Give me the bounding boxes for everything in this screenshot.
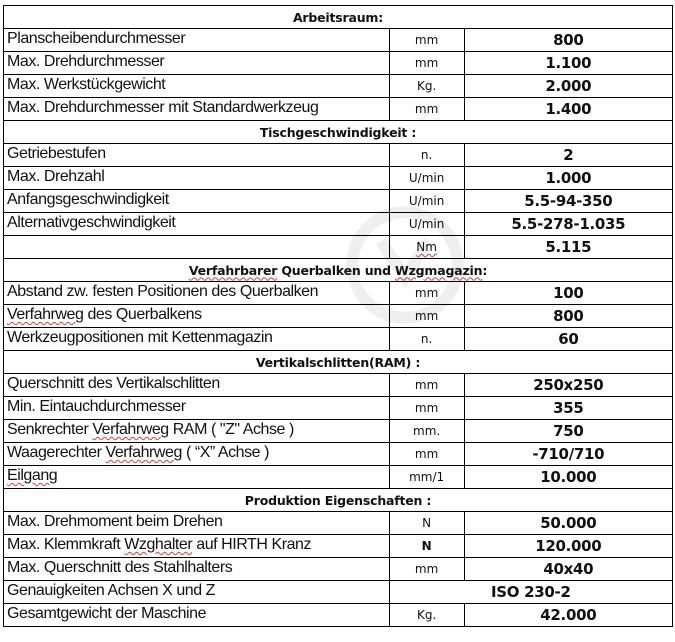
row-unit: mm	[389, 397, 464, 420]
table-row	[4, 512, 673, 535]
section-header-querbalken	[4, 259, 673, 282]
row-label	[4, 535, 390, 558]
label-part: Wzghalter	[124, 536, 193, 553]
row-label: Min. Eintauchdurchmesser	[4, 397, 390, 420]
row-label: Max. Drehmoment beim Drehen	[4, 512, 390, 535]
row-label: Max. Drehdurchmesser	[4, 52, 390, 75]
row-unit: mm	[389, 558, 464, 581]
row-label: Werkzeugpositionen mit Kettenmagazin	[4, 328, 390, 351]
table-row	[4, 558, 673, 581]
row-value: 5.115	[464, 236, 672, 259]
section-title: Produktion Eigenschaften :	[4, 489, 673, 512]
table-row	[4, 305, 673, 328]
row-unit: mm/1	[389, 466, 464, 489]
row-value: 5.5-94-350	[464, 190, 672, 213]
row-label: Abstand zw. festen Positionen des Querbalken	[4, 282, 390, 305]
row-value: 800	[464, 305, 672, 328]
row-unit: n.	[389, 144, 464, 167]
spec-table	[3, 5, 673, 627]
row-value: 40x40	[464, 558, 672, 581]
row-label: Alternativgeschwindigkeit	[4, 213, 390, 236]
row-value: 750	[464, 420, 672, 443]
label-part: Verfahrweg	[92, 421, 169, 438]
row-value: 355	[464, 397, 672, 420]
table-row	[4, 374, 673, 397]
section-header-produktion	[4, 489, 673, 512]
unit-text: Nm	[416, 240, 437, 254]
row-value: -710/710	[464, 443, 672, 466]
row-value: 2	[464, 144, 672, 167]
label-part: Max. Klemmkraft	[7, 536, 125, 553]
table-row	[4, 52, 673, 75]
table-row	[4, 535, 673, 558]
label-part: Waagerechter	[7, 444, 106, 461]
row-label: Max. Werkstückgewicht	[4, 75, 390, 98]
row-unit: mm	[389, 374, 464, 397]
title-part: Wzgmagazin	[395, 262, 483, 278]
row-merged-value: ISO 230-2	[389, 581, 672, 604]
row-unit: N	[389, 512, 464, 535]
table-row	[4, 420, 673, 443]
row-value: 10.000	[464, 466, 672, 489]
row-unit	[389, 236, 464, 259]
row-unit: U/min	[389, 213, 464, 236]
row-label	[4, 420, 390, 443]
row-unit: mm.	[389, 420, 464, 443]
row-label	[4, 236, 390, 259]
row-value: 5.5-278-1.035	[464, 213, 672, 236]
row-label	[4, 305, 390, 328]
table-row	[4, 144, 673, 167]
row-value: 1.100	[464, 52, 672, 75]
label-part: Verfahrweg	[105, 444, 182, 461]
row-label: Genauigkeiten Achsen X und Z	[4, 581, 390, 604]
row-value: 1.000	[464, 167, 672, 190]
row-unit: Kg.	[389, 75, 464, 98]
table-row	[4, 236, 673, 259]
label-part: Senkrechter	[7, 421, 93, 438]
row-value: 2.000	[464, 75, 672, 98]
section-header-vertikalschlitten	[4, 351, 673, 374]
label-part: Verfahrweg	[7, 306, 84, 323]
row-unit: mm	[389, 52, 464, 75]
section-title: Tischgeschwindigkeit :	[4, 121, 673, 144]
table-row	[4, 75, 673, 98]
row-unit: mm	[389, 282, 464, 305]
row-label	[4, 443, 390, 466]
row-unit: N	[389, 535, 464, 558]
row-label: Getriebestufen	[4, 144, 390, 167]
table-row	[4, 604, 673, 627]
table-row	[4, 213, 673, 236]
label-part: Eilgang	[7, 467, 58, 484]
table-row	[4, 167, 673, 190]
table-row	[4, 397, 673, 420]
row-unit: U/min	[389, 167, 464, 190]
table-row	[4, 282, 673, 305]
row-value: 50.000	[464, 512, 672, 535]
section-title: Arbeitsraum:	[4, 6, 673, 29]
row-label	[4, 466, 390, 489]
row-label: Gesamtgewicht der Maschine	[4, 604, 390, 627]
row-value: 42.000	[464, 604, 672, 627]
table-row	[4, 466, 673, 489]
section-title	[4, 259, 673, 282]
row-label: Querschnitt des Vertikalschlitten	[4, 374, 390, 397]
row-label: Max. Drehzahl	[4, 167, 390, 190]
row-unit: U/min	[389, 190, 464, 213]
row-value: 1.400	[464, 98, 672, 121]
section-header-tischgeschwindigkeit	[4, 121, 673, 144]
row-label: Anfangsgeschwindigkeit	[4, 190, 390, 213]
row-unit: mm	[389, 98, 464, 121]
row-value: 800	[464, 29, 672, 52]
table-row	[4, 29, 673, 52]
row-unit: n.	[389, 328, 464, 351]
table-row	[4, 190, 673, 213]
row-unit: mm	[389, 29, 464, 52]
section-title: Vertikalschlitten(RAM) :	[4, 351, 673, 374]
row-value: 60	[464, 328, 672, 351]
label-part: des Querbalkens	[83, 306, 202, 323]
row-value: 250x250	[464, 374, 672, 397]
row-unit: Kg.	[389, 604, 464, 627]
row-unit: mm	[389, 305, 464, 328]
row-label: Max. Drehdurchmesser mit Standardwerkzeug	[4, 98, 390, 121]
title-part: :	[482, 262, 488, 278]
label-part: auf HIRTH Kranz	[192, 536, 312, 553]
table-row	[4, 443, 673, 466]
row-value: 120.000	[464, 535, 672, 558]
title-part: Querbalken und	[277, 262, 395, 278]
row-label: Planscheibendurchmesser	[4, 29, 390, 52]
row-value: 100	[464, 282, 672, 305]
table-row	[4, 328, 673, 351]
label-part: ( “X” Achse )	[181, 444, 270, 461]
title-part: Verfahrbarer	[188, 262, 278, 278]
row-label: Max. Querschnitt des Stahlhalters	[4, 558, 390, 581]
table-row	[4, 98, 673, 121]
table-row	[4, 581, 673, 604]
label-part: RAM ( "Z" Achse )	[168, 421, 294, 438]
section-header-arbeitsraum	[4, 6, 673, 29]
row-unit: mm	[389, 443, 464, 466]
